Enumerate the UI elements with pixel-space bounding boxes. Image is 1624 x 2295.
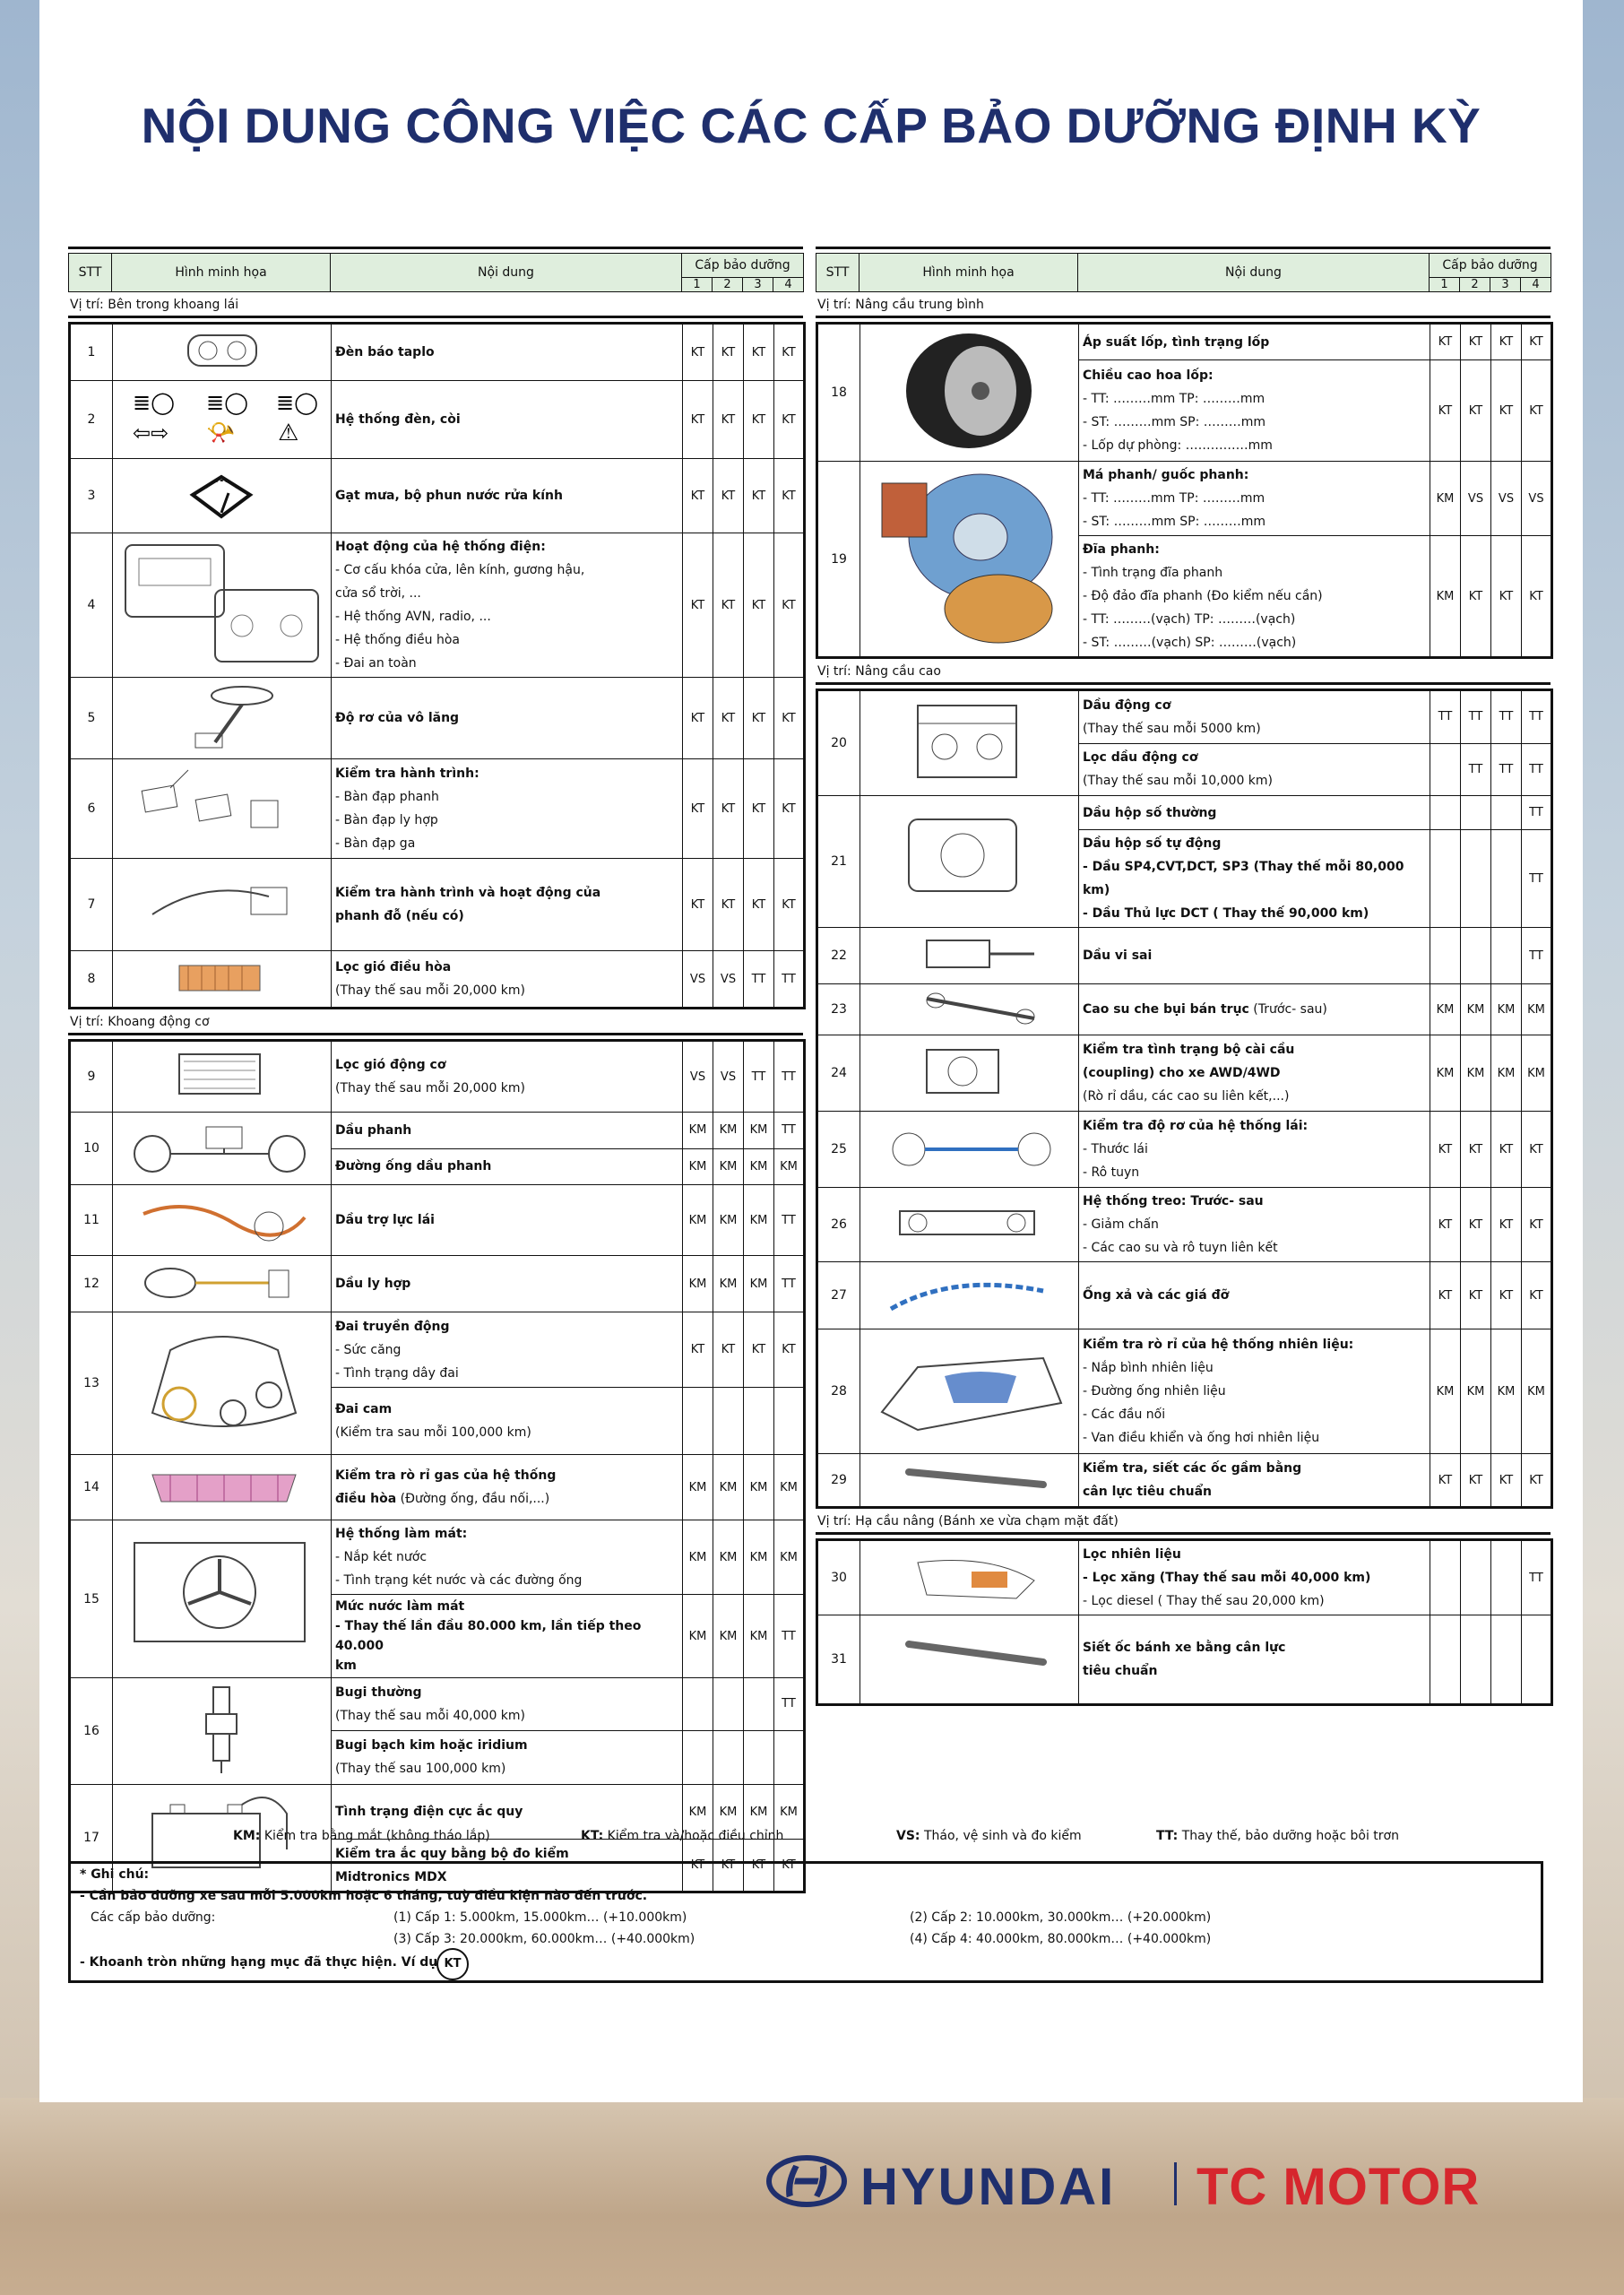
table-row: 23 Cao su che bụi bán trục (Trước- sau) KM KM KM KM xyxy=(817,984,1552,1035)
header-level-4: 4 xyxy=(773,278,804,292)
table-row: Lọc dầu động cơ (Thay thế sau mỗi 10,000 km) TT TT TT xyxy=(817,743,1552,796)
wheel-torque-wrench-icon xyxy=(860,1615,1079,1705)
header-level-2: 2 xyxy=(1460,278,1490,292)
header-stt: STT xyxy=(69,254,112,292)
header-level-3: 3 xyxy=(743,278,773,292)
table-row: Bugi bạch kim hoặc iridium (Thay thế sau 100,000 km) xyxy=(70,1730,805,1784)
header-level-3: 3 xyxy=(1490,278,1521,292)
header-level-4: 4 xyxy=(1521,278,1551,292)
table-row: Dầu hộp số tự động - Dầu SP4,CVT,DCT, SP3 (Thay thế mỗi 80,000 km) - Dầu Thủ lực DCT ( Thay thế 90,000 km) TT xyxy=(817,830,1552,928)
table-row: 17 Tình trạng điện cực ắc quy KM KM KM KM xyxy=(70,1785,805,1840)
engine-icon xyxy=(860,690,1079,796)
table-row: 2 ≣◯ ≣◯ ≣◯ ⇦⇨ 📯 ⚠ Hệ thống đèn, còi KT KT KT KT xyxy=(70,381,805,459)
example-circle-kt: KT xyxy=(436,1948,469,1980)
table-row: Mức nước làm mát - Thay thế lần đầu 80.000 km, lần tiếp theo 40.000 km KM KM KM TT xyxy=(70,1595,805,1678)
header-image: Hình minh họa xyxy=(860,254,1078,292)
drive-shaft-icon xyxy=(860,984,1079,1035)
parking-brake-icon xyxy=(113,859,332,951)
coupling-icon xyxy=(860,1035,1079,1112)
table-cabin xyxy=(68,322,806,1009)
notes-line-1: - Cần bảo dưỡng xe sau mỗi 5.000km hoặc 6 tháng, tuỳ điều kiện nào đến trước. xyxy=(80,1889,648,1903)
lights-horn-icon xyxy=(113,381,332,459)
table-row: Đường ống dầu phanh KM KM KM KM xyxy=(70,1148,805,1185)
table-row: 30 Lọc nhiên liệu - Lọc xăng (Thay thế sau mỗi 40,000 km) - Lọc diesel ( Thay thế sau 20,000 km) TT xyxy=(817,1540,1552,1615)
differential-icon xyxy=(860,928,1079,984)
table-row: 5 Độ rơ của vô lăng KT KT KT KT xyxy=(70,678,805,759)
table-row: 28 Kiểm tra rò rỉ của hệ thống nhiên liệu: - Nắp bình nhiên liệu - Đường ống nhiên liệu - Các đầu nối - Van điều khiển và ống hơi nhiên liệu KM KM KM KM xyxy=(817,1329,1552,1454)
cabin-air-filter-icon xyxy=(113,951,332,1009)
legend-vs: VS: Tháo, vệ sinh và đo kiểm xyxy=(896,1829,1082,1843)
svg-text:≣◯: ≣◯ xyxy=(133,390,175,415)
tire-icon xyxy=(860,324,1079,462)
torque-wrench-icon xyxy=(860,1454,1079,1508)
svg-text:📯: 📯 xyxy=(206,420,236,446)
notes-levels-label: Các cấp bảo dưỡng: xyxy=(91,1910,216,1925)
svg-text:≣◯: ≣◯ xyxy=(206,390,248,415)
table-row: 29 Kiểm tra, siết các ốc gầm bằng cân lực tiêu chuẩn KT KT KT KT xyxy=(817,1454,1552,1508)
logo-divider xyxy=(1174,2162,1177,2205)
table-row: 4 Hoạt động của hệ thống điện: - Cơ cấu khóa cửa, lên kính, gương hậu, cửa sổ trời, ... - Hệ thống AVN, radio, ... - Hệ thống điều hòa - Đai an toàn KT KT KT KT xyxy=(70,533,805,678)
drive-belt-icon xyxy=(113,1312,332,1455)
table-row: 25 Kiểm tra độ rơ của hệ thống lái: - Thước lái - Rô tuyn KT KT KT KT xyxy=(817,1112,1552,1188)
header-levels: Cấp bảo dưỡng xyxy=(1430,254,1551,278)
table-row: 1 Đèn báo taplo KT KT KT KT xyxy=(70,324,805,381)
notes-level-3: (3) Cấp 3: 20.000km, 60.000km… (+40.000km) xyxy=(393,1932,695,1946)
table-engine-bay xyxy=(68,1039,806,1893)
pedals-icon xyxy=(113,759,332,859)
table-row: 13 Đai truyền động - Sức căng - Tình trạng dây đai KT KT KT KT xyxy=(70,1312,805,1388)
header-content: Nội dung xyxy=(1078,254,1430,292)
radiator-icon xyxy=(113,1520,332,1678)
ac-system-icon xyxy=(113,1455,332,1520)
header-level-2: 2 xyxy=(713,278,743,292)
exhaust-icon xyxy=(860,1262,1079,1329)
dashboard-cluster-icon xyxy=(113,324,332,381)
fuel-system-icon xyxy=(860,1329,1079,1454)
table-row: 31 Siết ốc bánh xe bằng cân lực tiêu chuẩn xyxy=(817,1615,1552,1705)
header-level-1: 1 xyxy=(682,278,713,292)
svg-text:⇦⇨: ⇦⇨ xyxy=(133,420,169,446)
header-level-1: 1 xyxy=(1430,278,1460,292)
power-steering-icon xyxy=(113,1185,332,1256)
left-column xyxy=(68,247,803,1893)
section-engine-bay: Vị trí: Khoang động cơ xyxy=(68,1011,803,1035)
section-mid-lift: Vị trí: Nâng cầu trung bình xyxy=(816,294,1551,318)
right-column xyxy=(816,247,1551,1706)
suspension-icon xyxy=(860,1188,1079,1262)
table-row: 9 Lọc gió động cơ (Thay thế sau mỗi 20,000 km) VS VS TT TT xyxy=(70,1041,805,1113)
hyundai-logo-icon xyxy=(766,2155,847,2207)
table-row: 22 Dầu vi sai TT xyxy=(817,928,1552,984)
brand-logo xyxy=(766,2153,1555,2216)
section-cabin: Vị trí: Bên trong khoang lái xyxy=(68,294,803,318)
wiper-washer-icon xyxy=(113,459,332,533)
table-row: 14 Kiểm tra rò rỉ gas của hệ thống điều hòa (Đường ống, đầu nối,...) KM KM KM KM xyxy=(70,1455,805,1520)
legend-kt: KT: Kiểm tra và/hoặc điều chỉnh xyxy=(581,1829,784,1843)
table-row: 3 Gạt mưa, bộ phun nước rửa kính KT KT KT KT xyxy=(70,459,805,533)
table-row: Đai cam (Kiểm tra sau mỗi 100,000 km) xyxy=(70,1388,805,1455)
notes-level-1: (1) Cấp 1: 5.000km, 15.000km… (+10.000km) xyxy=(393,1910,687,1925)
table-row: 21 Dầu hộp số thường TT xyxy=(817,796,1552,830)
header-content: Nội dung xyxy=(331,254,682,292)
table-row: 16 Bugi thường (Thay thế sau mỗi 40,000 km) TT xyxy=(70,1678,805,1731)
brand-name: HYUNDAI xyxy=(860,2158,1117,2216)
table-row: 11 Dầu trợ lực lái KM KM KM TT xyxy=(70,1185,805,1256)
transmission-icon xyxy=(860,796,1079,928)
table-row: 20 Dầu động cơ (Thay thế sau mỗi 5000 km) TT TT TT TT xyxy=(817,690,1552,744)
table-row: Kiểm tra ắc quy bằng bộ đo kiểm Midtronics MDX KT KT KT KT xyxy=(70,1840,805,1892)
steering-wheel-icon xyxy=(113,678,332,759)
table-lowered xyxy=(816,1538,1553,1706)
dealer-name: TC MOTOR xyxy=(1196,2158,1481,2216)
notes-line-2: - Khoanh tròn những hạng mục đã thực hiện. Ví dụ xyxy=(80,1955,438,1970)
clutch-fluid-icon xyxy=(113,1256,332,1312)
brake-fluid-icon xyxy=(113,1113,332,1185)
legend-tt: TT: Thay thế, bảo dưỡng hoặc bôi trơn xyxy=(1156,1829,1399,1843)
notes-title: * Ghi chú: xyxy=(80,1867,150,1882)
left-header-table xyxy=(68,253,804,292)
steering-rack-icon xyxy=(860,1112,1079,1188)
table-row: 18 Áp suất lốp, tình trạng lốp KT KT KT KT xyxy=(817,324,1552,360)
electrical-system-icon xyxy=(113,533,332,678)
header-stt: STT xyxy=(816,254,860,292)
header-image: Hình minh họa xyxy=(112,254,331,292)
table-row: 24 Kiểm tra tình trạng bộ cài cầu (coupling) cho xe AWD/4WD (Rò rỉ dầu, các cao su liên kết,...) KM KM KM KM xyxy=(817,1035,1552,1112)
table-row: 10 Dầu phanh KM KM KM TT xyxy=(70,1113,805,1149)
table-high-lift xyxy=(816,688,1553,1509)
engine-air-filter-icon xyxy=(113,1041,332,1113)
table-row: Chiều cao hoa lốp: - TT: ………mm TP: ………mm - ST: ………mm SP: ………mm - Lốp dự phòng: ……………mm KT KT KT KT xyxy=(817,360,1552,462)
header-levels: Cấp bảo dưỡng xyxy=(682,254,804,278)
table-row: Đĩa phanh: - Tình trạng đĩa phanh - Độ đảo đĩa phanh (Đo kiểm nếu cần) - TT: ………(vạch) TP: ………(vạch) - ST: ………(vạch) SP: ………(vạch) KM KT KT KT xyxy=(817,536,1552,658)
svg-text:⚠: ⚠ xyxy=(278,420,299,446)
notes-level-2: (2) Cấp 2: 10.000km, 30.000km… (+20.000km) xyxy=(910,1910,1212,1925)
document-sheet xyxy=(39,0,1583,2102)
notes-level-4: (4) Cấp 4: 40.000km, 80.000km… (+40.000km) xyxy=(910,1932,1212,1946)
table-row: 27 Ống xả và các giá đỡ KT KT KT KT xyxy=(817,1262,1552,1329)
spark-plug-icon xyxy=(113,1678,332,1785)
table-row: 26 Hệ thống treo: Trước- sau - Giảm chấn - Các cao su và rô tuyn liên kết KT KT KT KT xyxy=(817,1188,1552,1262)
table-row: 6 Kiểm tra hành trình: - Bàn đạp phanh - Bàn đạp ly hợp - Bàn đạp ga KT KT KT KT xyxy=(70,759,805,859)
notes-box xyxy=(68,1861,1543,1983)
table-mid-lift xyxy=(816,322,1553,659)
page-title: NỘI DUNG CÔNG VIỆC CÁC CẤP BẢO DƯỠNG ĐỊNH KỲ xyxy=(141,98,1481,153)
svg-text:≣◯: ≣◯ xyxy=(276,390,318,415)
section-high-lift: Vị trí: Nâng cầu cao xyxy=(816,661,1551,685)
table-row: 7 Kiểm tra hành trình và hoạt động của phanh đỗ (nếu có) KT KT KT KT xyxy=(70,859,805,951)
table-row: 15 Hệ thống làm mát: - Nắp két nước - Tình trạng két nước và các đường ống KM KM KM KM xyxy=(70,1520,805,1595)
table-row: 19 Má phanh/ guốc phanh: - TT: ………mm TP: ………mm - ST: ………mm SP: ………mm KM VS VS VS xyxy=(817,462,1552,536)
section-lowered: Vị trí: Hạ cầu nâng (Bánh xe vừa chạm mặt đất) xyxy=(816,1511,1551,1535)
table-row: 12 Dầu ly hợp KM KM KM TT xyxy=(70,1256,805,1312)
fuel-filter-icon xyxy=(860,1540,1079,1615)
table-row: 8 Lọc gió điều hòa (Thay thế sau mỗi 20,000 km) VS VS TT TT xyxy=(70,951,805,1009)
legend-km: KM: Kiểm tra bằng mắt (không tháo lắp) xyxy=(233,1829,490,1843)
right-header-table xyxy=(816,253,1551,292)
brake-disc-icon xyxy=(860,462,1079,658)
